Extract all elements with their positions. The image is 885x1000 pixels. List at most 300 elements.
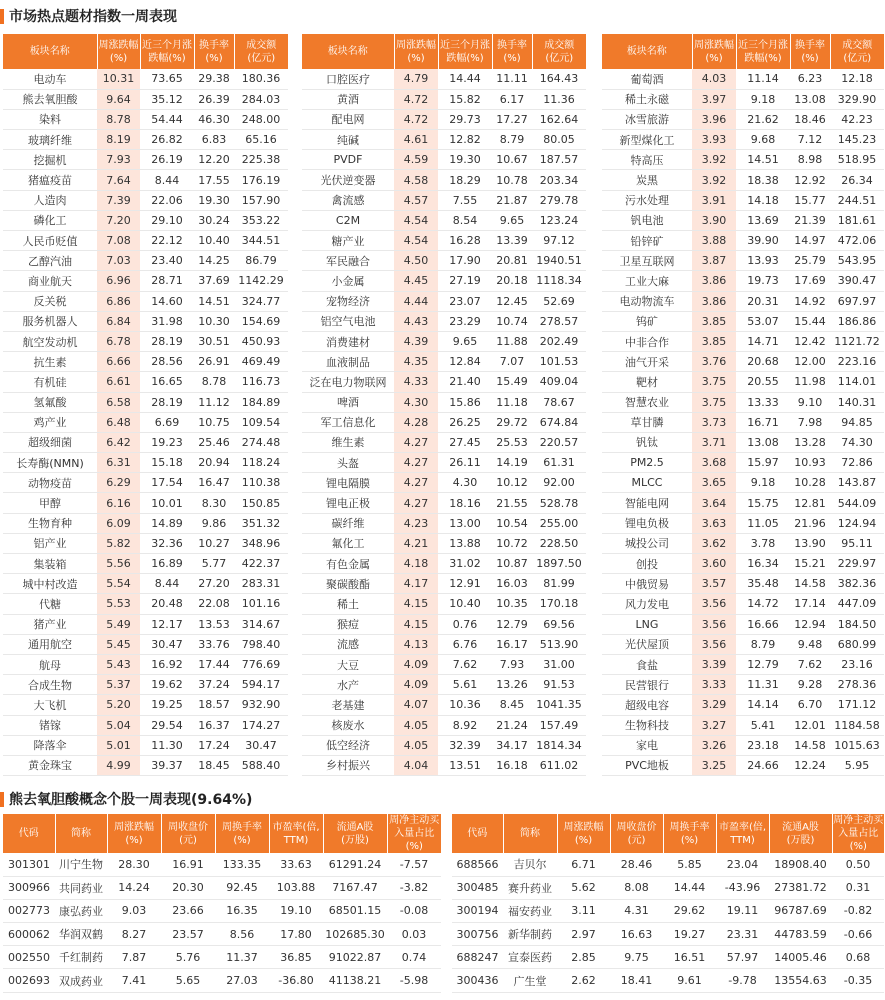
topic-row [302, 533, 586, 553]
table-cell: 中俄贸易 [602, 574, 692, 594]
table-cell: 9.10 [790, 392, 830, 412]
table-cell: 6.96 [97, 271, 140, 291]
table-cell: 3.92 [692, 170, 736, 190]
table-cell: 12.79 [492, 614, 532, 634]
table-cell: 智慧农业 [602, 392, 692, 412]
table-cell: 97.12 [532, 231, 586, 251]
table-cell: 20.55 [736, 372, 790, 392]
topic-row [3, 755, 288, 775]
table-cell: 4.17 [394, 574, 438, 594]
table-cell: 水产 [302, 675, 394, 695]
topic-row [3, 715, 288, 735]
table-cell: 69.56 [532, 614, 586, 634]
table-cell: 13.69 [736, 210, 790, 230]
topic-row [602, 190, 884, 210]
table-cell: 乙醇汽油 [3, 251, 97, 271]
table-cell: 8.56 [215, 923, 269, 946]
table-cell: 12.20 [194, 150, 234, 170]
table-cell: 29.62 [663, 899, 716, 922]
table-cell: 3.92 [692, 150, 736, 170]
table-cell: 4.31 [610, 899, 663, 922]
table-cell: 14.44 [663, 876, 716, 899]
table-cell: 9.18 [736, 89, 790, 109]
table-cell: 16.35 [215, 899, 269, 922]
table-cell: 21.96 [790, 513, 830, 533]
table-cell: 3.57 [692, 574, 736, 594]
table-cell: 46.30 [194, 109, 234, 129]
table-cell: 1041.35 [532, 695, 586, 715]
table-cell: 4.33 [394, 372, 438, 392]
table-cell: 17.90 [438, 251, 492, 271]
table-cell: 14.25 [194, 251, 234, 271]
table-cell: 7.20 [97, 210, 140, 230]
table-cell: 代糖 [3, 594, 97, 614]
table-cell: 29.38 [194, 69, 234, 89]
table-cell: 184.50 [830, 614, 884, 634]
table-cell: 3.65 [692, 473, 736, 493]
topic-row [3, 130, 288, 150]
table-cell: 6.16 [97, 493, 140, 513]
table-cell: 6.66 [97, 352, 140, 372]
table-cell: -0.82 [832, 899, 884, 922]
table-cell: 116.73 [234, 372, 288, 392]
topic-row [602, 634, 884, 654]
table-cell: 22.12 [140, 231, 194, 251]
table-cell: 10.67 [492, 150, 532, 170]
topic-row [3, 675, 288, 695]
table-cell: 6.58 [97, 392, 140, 412]
table-cell: 14.51 [194, 291, 234, 311]
table-cell: 19.73 [736, 271, 790, 291]
table-cell: 7.41 [107, 969, 161, 992]
table-cell: 314.67 [234, 614, 288, 634]
table-cell: 4.35 [394, 352, 438, 372]
table-cell: 150.85 [234, 493, 288, 513]
table-cell: 26.19 [140, 150, 194, 170]
table-cell: 300966 [3, 876, 55, 899]
table-cell: 6.76 [438, 634, 492, 654]
table-cell: 300756 [452, 923, 503, 946]
table-cell: 13.26 [492, 675, 532, 695]
table-cell: 17.80 [269, 923, 323, 946]
table-cell: 4.03 [692, 69, 736, 89]
table-cell: 28.19 [140, 392, 194, 412]
table-cell: 工业大麻 [602, 271, 692, 291]
table-cell: 3.88 [692, 231, 736, 251]
table-cell: 4.13 [394, 634, 438, 654]
table-cell: 3.56 [692, 634, 736, 654]
table-cell: 18.16 [438, 493, 492, 513]
topic-row [3, 271, 288, 291]
table-cell: 154.69 [234, 311, 288, 331]
table-cell: 糖产业 [302, 231, 394, 251]
table-cell: 6.70 [790, 695, 830, 715]
table-cell: 3.33 [692, 675, 736, 695]
column-header: 板块名称 [602, 34, 692, 69]
topic-row [602, 311, 884, 331]
table-cell: 锗镓 [3, 715, 97, 735]
table-cell: 2.85 [557, 946, 610, 969]
topic-row [302, 130, 586, 150]
table-cell: 25.79 [790, 251, 830, 271]
table-cell: 4.15 [394, 594, 438, 614]
table-cell: 14.58 [790, 735, 830, 755]
table-cell: 13.00 [438, 513, 492, 533]
table-cell: 葡萄酒 [602, 69, 692, 89]
table-cell: 3.60 [692, 554, 736, 574]
table-cell: PVC地板 [602, 755, 692, 775]
table-cell: 26.82 [140, 130, 194, 150]
table-cell: 22.08 [194, 594, 234, 614]
table-cell: 450.93 [234, 331, 288, 351]
topic-row [602, 210, 884, 230]
table-cell: 1184.58 [830, 715, 884, 735]
table-cell: 20.68 [736, 352, 790, 372]
table-cell: 2.62 [557, 969, 610, 992]
table-cell: 6.84 [97, 311, 140, 331]
table-cell: 4.05 [394, 735, 438, 755]
table-cell: 低空经济 [302, 735, 394, 755]
topic-row [302, 190, 586, 210]
topic-row [3, 554, 288, 574]
table-cell: MLCC [602, 473, 692, 493]
table-cell: 23.31 [716, 923, 769, 946]
topic-row [602, 69, 884, 89]
table-cell: 4.43 [394, 311, 438, 331]
table-cell: 14.72 [736, 594, 790, 614]
table-cell: 8.78 [194, 372, 234, 392]
table-cell: 7.93 [97, 150, 140, 170]
table-cell: 3.90 [692, 210, 736, 230]
table-cell: 21.87 [492, 190, 532, 210]
column-header: 市盈率(倍, TTM) [716, 814, 769, 853]
table-cell: 12.45 [492, 291, 532, 311]
section-title-text: 市场热点题材指数一周表现 [9, 9, 177, 25]
table-cell: 30.51 [194, 331, 234, 351]
table-cell: 新型煤化工 [602, 130, 692, 150]
table-cell: 1118.34 [532, 271, 586, 291]
topic-row [602, 533, 884, 553]
table-cell: 21.62 [736, 109, 790, 129]
table-cell: 11.18 [492, 392, 532, 412]
table-cell: 华润双鹤 [55, 923, 107, 946]
table-cell: 21.24 [492, 715, 532, 735]
table-cell: 16.51 [663, 946, 716, 969]
topic-row [3, 513, 288, 533]
table-cell: 血液制品 [302, 352, 394, 372]
table-cell: 16.89 [140, 554, 194, 574]
topic-row [602, 271, 884, 291]
table-cell: 小金属 [302, 271, 394, 291]
table-cell: 3.85 [692, 311, 736, 331]
table-cell: 靶材 [602, 372, 692, 392]
table-cell: 594.17 [234, 675, 288, 695]
table-cell: 4.58 [394, 170, 438, 190]
table-cell: 草甘膦 [602, 412, 692, 432]
table-cell: 9.18 [736, 473, 790, 493]
table-cell: 23.57 [161, 923, 215, 946]
table-cell: 10.28 [790, 473, 830, 493]
table-cell: 食盐 [602, 654, 692, 674]
table-cell: 10.74 [492, 311, 532, 331]
table-cell: 513.90 [532, 634, 586, 654]
table-cell: -7.57 [387, 853, 441, 876]
table-cell: 72.86 [830, 453, 884, 473]
table-cell: 动物疫苗 [3, 473, 97, 493]
stock-row [3, 876, 441, 899]
column-header: 简称 [55, 814, 107, 853]
table-cell: 20.18 [492, 271, 532, 291]
table-cell: 4.72 [394, 109, 438, 129]
table-cell: 维生素 [302, 432, 394, 452]
topic-row [3, 69, 288, 89]
table-cell: 11.37 [215, 946, 269, 969]
table-cell: 528.78 [532, 493, 586, 513]
table-cell: 14.58 [790, 574, 830, 594]
table-cell: 4.15 [394, 614, 438, 634]
table-cell: 41138.21 [323, 969, 387, 992]
table-cell: 23.29 [438, 311, 492, 331]
table-cell: 3.75 [692, 392, 736, 412]
column-header: 简称 [503, 814, 557, 853]
topic-row [602, 493, 884, 513]
table-cell: -0.35 [832, 969, 884, 992]
table-cell: 16.17 [492, 634, 532, 654]
table-cell: 39.90 [736, 231, 790, 251]
topic-row [3, 150, 288, 170]
table-cell: 5.77 [194, 554, 234, 574]
topic-row [302, 695, 586, 715]
table-cell: 34.17 [492, 735, 532, 755]
table-cell: 16.65 [140, 372, 194, 392]
table-cell: 29.54 [140, 715, 194, 735]
topic-row [602, 251, 884, 271]
table-cell: 8.98 [790, 150, 830, 170]
table-cell: 长寿酶(NMN) [3, 453, 97, 473]
table-cell: 23.16 [830, 654, 884, 674]
topic-row [3, 170, 288, 190]
table-cell: 泛在电力物联网 [302, 372, 394, 392]
table-cell: 3.86 [692, 291, 736, 311]
table-cell: 老基建 [302, 695, 394, 715]
table-cell: 15.44 [790, 311, 830, 331]
table-cell: 黄酒 [302, 89, 394, 109]
table-cell: 27381.72 [769, 876, 832, 899]
topic-row [302, 473, 586, 493]
table-cell: 5.41 [736, 715, 790, 735]
topic-row [302, 291, 586, 311]
table-cell: 4.39 [394, 331, 438, 351]
table-cell: 新华制药 [503, 923, 557, 946]
table-cell: 4.54 [394, 231, 438, 251]
topic-row [302, 251, 586, 271]
topic-row [3, 311, 288, 331]
table-cell: 23.04 [716, 853, 769, 876]
table-cell: 3.93 [692, 130, 736, 150]
table-cell: 19.30 [194, 190, 234, 210]
table-cell: 31.02 [438, 554, 492, 574]
table-cell: 5.04 [97, 715, 140, 735]
table-cell: 3.85 [692, 331, 736, 351]
table-cell: 17.27 [492, 109, 532, 129]
table-cell: 黄金珠宝 [3, 755, 97, 775]
table-cell: 61.31 [532, 453, 586, 473]
table-cell: 18.38 [736, 170, 790, 190]
topic-row [3, 695, 288, 715]
section-title-hot-topics [0, 5, 177, 27]
table-cell: 生物育种 [3, 513, 97, 533]
table-cell: 4.18 [394, 554, 438, 574]
table-cell: 4.05 [394, 715, 438, 735]
table-cell: 1940.51 [532, 251, 586, 271]
table-cell: 猪产业 [3, 614, 97, 634]
table-cell: 10.36 [438, 695, 492, 715]
table-cell: 9.28 [790, 675, 830, 695]
table-cell: 29.72 [492, 412, 532, 432]
table-cell: 203.34 [532, 170, 586, 190]
table-cell: 171.12 [830, 695, 884, 715]
table-cell: 11.36 [532, 89, 586, 109]
topic-row [302, 352, 586, 372]
table-cell: 猪瘟疫苗 [3, 170, 97, 190]
table-cell: 有色金属 [302, 554, 394, 574]
table-cell: 12.84 [438, 352, 492, 372]
table-cell: 4.57 [394, 190, 438, 210]
table-cell: 11.14 [736, 69, 790, 89]
table-cell: 164.43 [532, 69, 586, 89]
table-cell: -3.82 [387, 876, 441, 899]
table-cell: 超级细菌 [3, 432, 97, 452]
table-cell: 255.00 [532, 513, 586, 533]
topic-row [302, 392, 586, 412]
table-cell: 铅锌矿 [602, 231, 692, 251]
table-cell: 7.87 [107, 946, 161, 969]
table-cell: 228.50 [532, 533, 586, 553]
table-cell: 14.19 [492, 453, 532, 473]
table-cell: 14.44 [438, 69, 492, 89]
table-cell: 甲醇 [3, 493, 97, 513]
column-header: 近三个月涨 跌幅(%) [438, 34, 492, 69]
table-cell: 双成药业 [55, 969, 107, 992]
table-cell: 铝空气电池 [302, 311, 394, 331]
header-row [452, 814, 884, 853]
table-cell: 军工信息化 [302, 412, 394, 432]
topic-row [602, 715, 884, 735]
topic-row [302, 231, 586, 251]
table-cell: 91.53 [532, 675, 586, 695]
table-cell: 9.64 [97, 89, 140, 109]
table-cell: 14.51 [736, 150, 790, 170]
table-cell: 26.34 [830, 170, 884, 190]
table-cell: 42.23 [830, 109, 884, 129]
table-cell: 6.42 [97, 432, 140, 452]
table-cell: 3.76 [692, 352, 736, 372]
table-cell: 37.24 [194, 675, 234, 695]
table-cell: 稀土 [302, 594, 394, 614]
topic-row [3, 634, 288, 654]
table-cell: 23.66 [161, 899, 215, 922]
table-cell: 7.64 [97, 170, 140, 190]
table-cell: 0.76 [438, 614, 492, 634]
topic-row [602, 412, 884, 432]
table-cell: 96787.69 [769, 899, 832, 922]
table-cell: 流感 [302, 634, 394, 654]
table-cell: 中非合作 [602, 331, 692, 351]
header-row [3, 814, 441, 853]
table-cell: 13.39 [492, 231, 532, 251]
table-cell: 油气开采 [602, 352, 692, 372]
topic-row [602, 372, 884, 392]
table-cell: 18.57 [194, 695, 234, 715]
hot-topics-table-left [3, 34, 288, 776]
column-header: 成交额 (亿元) [234, 34, 288, 69]
table-cell: 10.01 [140, 493, 194, 513]
table-cell: 776.69 [234, 654, 288, 674]
topic-row [3, 89, 288, 109]
table-cell: 6.71 [557, 853, 610, 876]
column-header: 近三个月涨 跌幅(%) [736, 34, 790, 69]
table-cell: 冰雪旅游 [602, 109, 692, 129]
topic-row [302, 412, 586, 432]
table-cell: 3.25 [692, 755, 736, 775]
table-cell: 卫星互联网 [602, 251, 692, 271]
table-cell: 0.31 [832, 876, 884, 899]
table-cell: 16.91 [161, 853, 215, 876]
column-header: 板块名称 [3, 34, 97, 69]
table-cell: 101.53 [532, 352, 586, 372]
table-cell: 通用航空 [3, 634, 97, 654]
topic-row [3, 493, 288, 513]
table-cell: 16.18 [492, 755, 532, 775]
table-cell: -0.66 [832, 923, 884, 946]
table-cell: 11.11 [492, 69, 532, 89]
table-cell: 5.85 [663, 853, 716, 876]
topic-row [3, 594, 288, 614]
table-cell: 3.96 [692, 109, 736, 129]
topic-row [302, 271, 586, 291]
table-cell: 8.79 [492, 130, 532, 150]
table-cell: 5.53 [97, 594, 140, 614]
column-header: 代码 [452, 814, 503, 853]
table-cell: 宣泰医药 [503, 946, 557, 969]
table-cell: 39.37 [140, 755, 194, 775]
table-cell: 390.47 [830, 271, 884, 291]
table-cell: 283.31 [234, 574, 288, 594]
column-header: 周涨跌幅 (%) [557, 814, 610, 853]
table-cell: 5.45 [97, 634, 140, 654]
topic-row [602, 352, 884, 372]
table-cell: 7167.47 [323, 876, 387, 899]
table-cell: 278.57 [532, 311, 586, 331]
table-cell: 220.57 [532, 432, 586, 452]
table-cell: 29.10 [140, 210, 194, 230]
table-cell: 13.88 [438, 533, 492, 553]
column-header: 周涨跌幅 (%) [107, 814, 161, 853]
topic-row [302, 69, 586, 89]
topic-row [602, 89, 884, 109]
table-cell: 472.06 [830, 231, 884, 251]
table-cell: 21.39 [790, 210, 830, 230]
table-cell: 4.27 [394, 473, 438, 493]
table-cell: 宠物经济 [302, 291, 394, 311]
table-cell: 3.27 [692, 715, 736, 735]
stock-row [452, 969, 884, 992]
table-cell: 3.29 [692, 695, 736, 715]
topic-row [602, 735, 884, 755]
column-header: 近三个月涨 跌幅(%) [140, 34, 194, 69]
table-cell: 4.99 [97, 755, 140, 775]
table-cell: 26.11 [438, 453, 492, 473]
